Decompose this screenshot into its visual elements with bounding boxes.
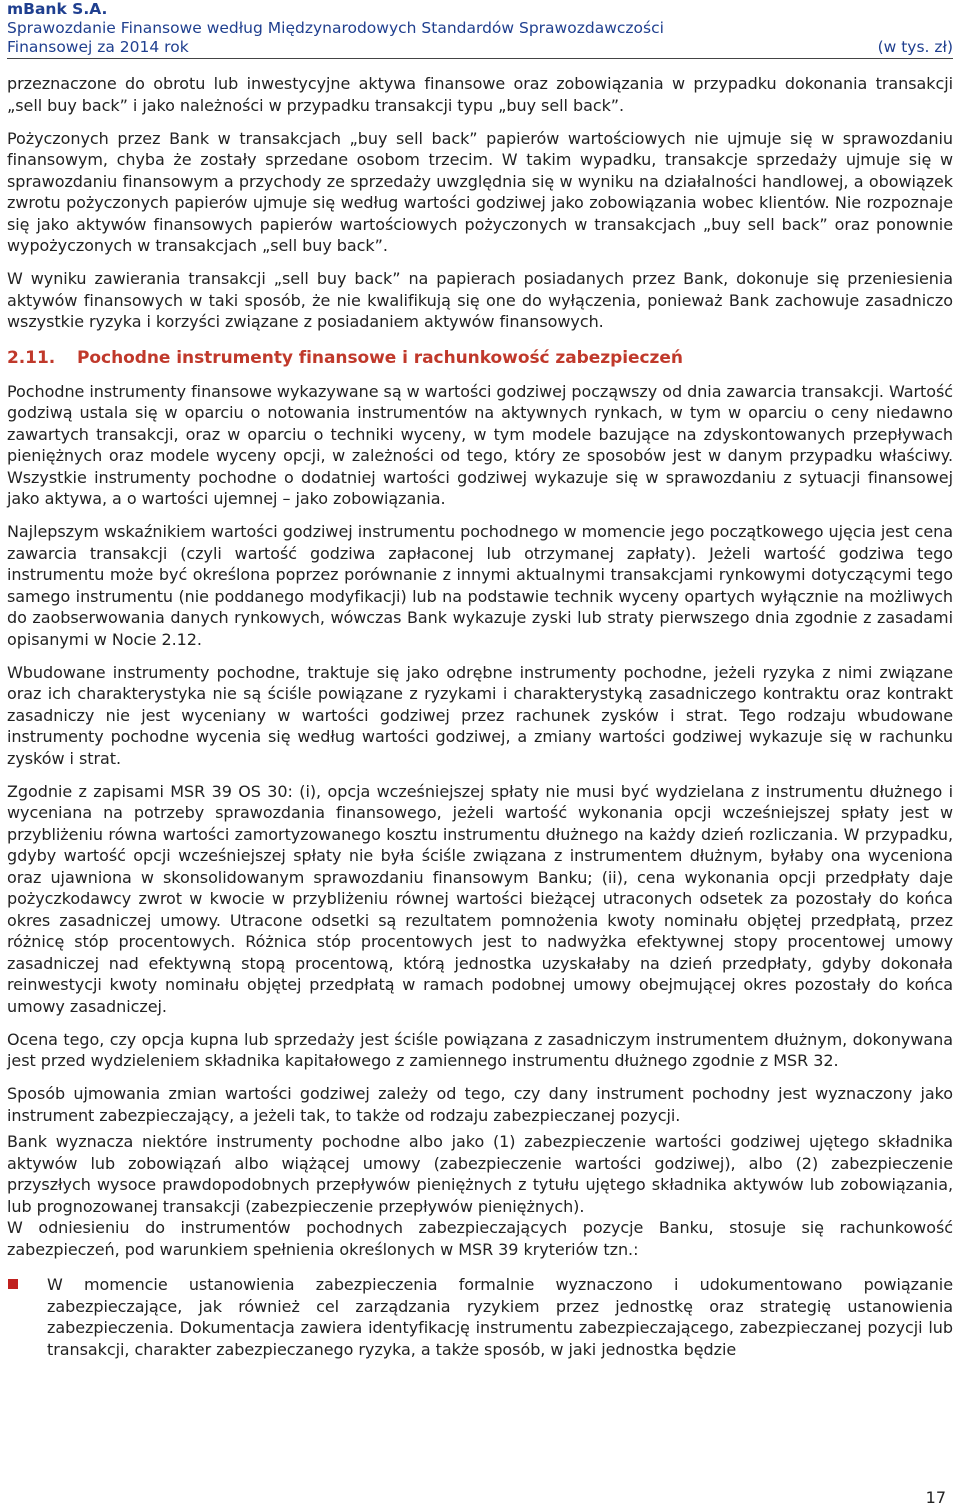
section-heading [7,347,953,369]
paragraph: W wyniku zawierania transakcji „sell buy back” na papierach posiadanych przez Bank, dokonuje się przeniesienia aktywów finansowych w taki sposób, że nie kwalifikują się one do wyłączenia, ponieważ Bank zachowuje zasadniczo wszystkie ryzyka i korzyści związane z posiadaniem aktywów finansowych. [7,269,953,331]
page-number: 17 [925,1488,946,1507]
criteria-list [7,1274,953,1360]
paragraph: Pożyczonych przez Bank w transakcjach „buy sell back” papierów wartościowych nie ujmuje się w sprawozdaniu finansowym, chyba że zostały sprzedane osobom trzecim. W takim wypadku, transakcje sprzedaży ujmuje się w sprawozdaniu finansowym a przychody ze sprzedaży uwzględnia się w wyniku na działalności handlowej, a obowiązek zwrotu pożyczonych papierów ujmuje się według wartości godziwej jako zobowiązania wobec klientów. Nie rozpoznaje się jako aktywów finansowych papierów wartościowych pożyczonych w transakcjach „buy sell back” oraz ponownie wypożyczonych w transakcjach „sell buy back”. [7,128,953,255]
section-title: Pochodne instrumenty finansowe i rachunkowość zabezpieczeń [77,347,683,368]
company-name: mBank S.A. [7,0,108,18]
paragraph: Bank wyznacza niektóre instrumenty pochodne albo jako (1) zabezpieczenie wartości godziwej ujętego składnika aktywów lub zobowiązań albo wiążącej umowy (zabezpieczenie wartości godziwej), albo (2) zabezpieczenie przyszłych wysoce prawdopodobnych przepływów pieniężnych z tytułu ujętego składnika aktywów lub zobowiązania, lub prognozowanej transakcji (zabezpieczenie przepływów pieniężnych). [7,1132,953,1216]
paragraph: Najlepszym wskaźnikiem wartości godziwej instrumentu pochodnego w momencie jego początkowego ujęcia jest cena zawarcia transakcji (czyli wartość godziwa zapłaconej lub otrzymanej zapłaty). Jeżeli wartość godziwa tego instrumentu może być określona poprzez porównanie z innymi aktualnymi transakcjami rynkowymi dotyczącymi tego samego instrumentu (nie poddanego modyfikacji) lub na podstawie technik wyceny opartych wyłącznie na możliwych do zaobserwowania danych rynkowych, wówczas Bank wykazuje zyski lub straty pierwszego dnia zgodnie z zasadami opisanymi w Nocie 2.12. [7,522,953,649]
list-item-text: W momencie ustanowienia zabezpieczenia formalnie wyznaczono i udokumentowano powiązanie zabezpieczające, jak również cel zarządzania ryzykiem przez jednostkę oraz strategię ustanowienia zabezpieczenia. Dokumentacja zawiera identyfikację instrumentu zabezpieczającego, zabezpieczanej pozycji lub transakcji, charakter zabezpieczanego ryzyka, a także sposób, w jaki jednostka będzie [47,1275,953,1359]
report-title-line-2: Finansowej za 2014 rok [7,38,189,56]
currency-unit: (w tys. zł) [877,38,953,56]
body-text [7,73,953,1360]
report-title-line-1: Sprawozdanie Finansowe według Międzynarodowych Standardów Sprawozdawczości [7,19,664,37]
paragraph: Zgodnie z zapisami MSR 39 OS 30: (i), opcja wcześniejszej spłaty nie musi być wydzielana z instrumentu dłużnego i wyceniana na potrzeby sprawozdania finansowego, jeżeli wartość wykonania opcji wcześniejszej spłaty jest w przybliżeniu równa wartości zamortyzowanego kosztu instrumentu dłużnego na każdy dzień rozliczania. W przypadku, gdyby wartość opcji wcześniejszej spłaty nie była ściśle związana z instrumentem dłużnym, byłaby ona wyceniona oraz ujawniona w skonsolidowanym sprawozdaniu finansowym Banku; (ii), cena wykonania opcji przedpłaty daje pożyczkodawcy zwrot w kwocie w przybliżeniu równej wartości bieżącej utraconych odsetek za pozostały do końca okres zasadniczej umowy. Utracone odsetki są rezultatem pomnożenia kwoty nominału objętej przedpłatą, przez różnicę stóp procentowych. Różnica stóp procentowych jest to nadwyżka efektywnej stopy procentowej umowy zasadniczej nad efektywną stopą procentową, którą jednostka uzyskałaby na dzień przedpłaty, gdyby dokonała reinwestycji kwoty nominału objętej przedpłatą w ramach podobnej umowy obejmującej okres pozostały do końca umowy zasadniczej. [7,781,953,1016]
paragraph: przeznaczone do obrotu lub inwestycyjne aktywa finansowe oraz zobowiązania w przypadku dokonania transakcji „sell buy back” i jako należności w przypadku transakcji typu „buy sell back”. [7,74,953,115]
paragraph: Ocena tego, czy opcja kupna lub sprzedaży jest ściśle powiązana z zasadniczym instrumentem dłużnym, dokonywana jest przed wydzieleniem składnika kapitałowego z zamiennego instrumentu dłużnego zgodnie z MSR 32. [7,1029,953,1070]
section-number: 2.11. [7,347,56,368]
paragraph: Sposób ujmowania zmian wartości godziwej zależy od tego, czy dany instrument pochodny jest wyznaczony jako instrument zabezpieczający, a jeżeli tak, to także od rodzaju zabezpieczanej pozycji. [7,1084,953,1125]
paragraph: W odniesieniu do instrumentów pochodnych zabezpieczających pozycje Banku, stosuje się rachunkowość zabezpieczeń, pod warunkiem spełnienia określonych w MSR 39 kryteriów tzn.: [7,1218,953,1259]
document-page [7,0,953,1507]
page-header [7,0,953,58]
list-item [7,1274,953,1360]
paragraph: Wbudowane instrumenty pochodne, traktuje się jako odrębne instrumenty pochodne, jeżeli ryzyka z nimi związane oraz ich charakterystyka nie są ściśle powiązane z ryzykami i charakterystyką zasadniczego kontraktu oraz kontrakt zasadniczy nie jest wyceniany w wartości godziwej przez rachunek zysków i strat. Tego rodzaju wbudowane instrumenty pochodne wycenia się według wartości godziwej, a zmiany wartości godziwej wykazuje się w rachunku zysków i strat. [7,662,953,768]
paragraph: Pochodne instrumenty finansowe wykazywane są w wartości godziwej począwszy od dnia zawarcia transakcji. Wartość godziwą ustala się w oparciu o notowania instrumentów na aktywnych rynkach, w tym w oparciu o ceny niedawno zawartych transakcji, oraz w oparciu o techniki wyceny, w tym modele bazujące na zdyskontowanych przepływach pieniężnych oraz modele wyceny opcji, w zależności od tego, który ze sposobów jest w danym przypadku właściwy. Wszystkie instrumenty pochodne o dodatniej wartości godziwej wykazuje się w sprawozdaniu z sytuacji finansowej jako aktywa, a o wartości ujemnej – jako zobowiązania. [7,381,953,508]
square-bullet-icon [8,1279,18,1289]
header-divider [7,58,953,59]
